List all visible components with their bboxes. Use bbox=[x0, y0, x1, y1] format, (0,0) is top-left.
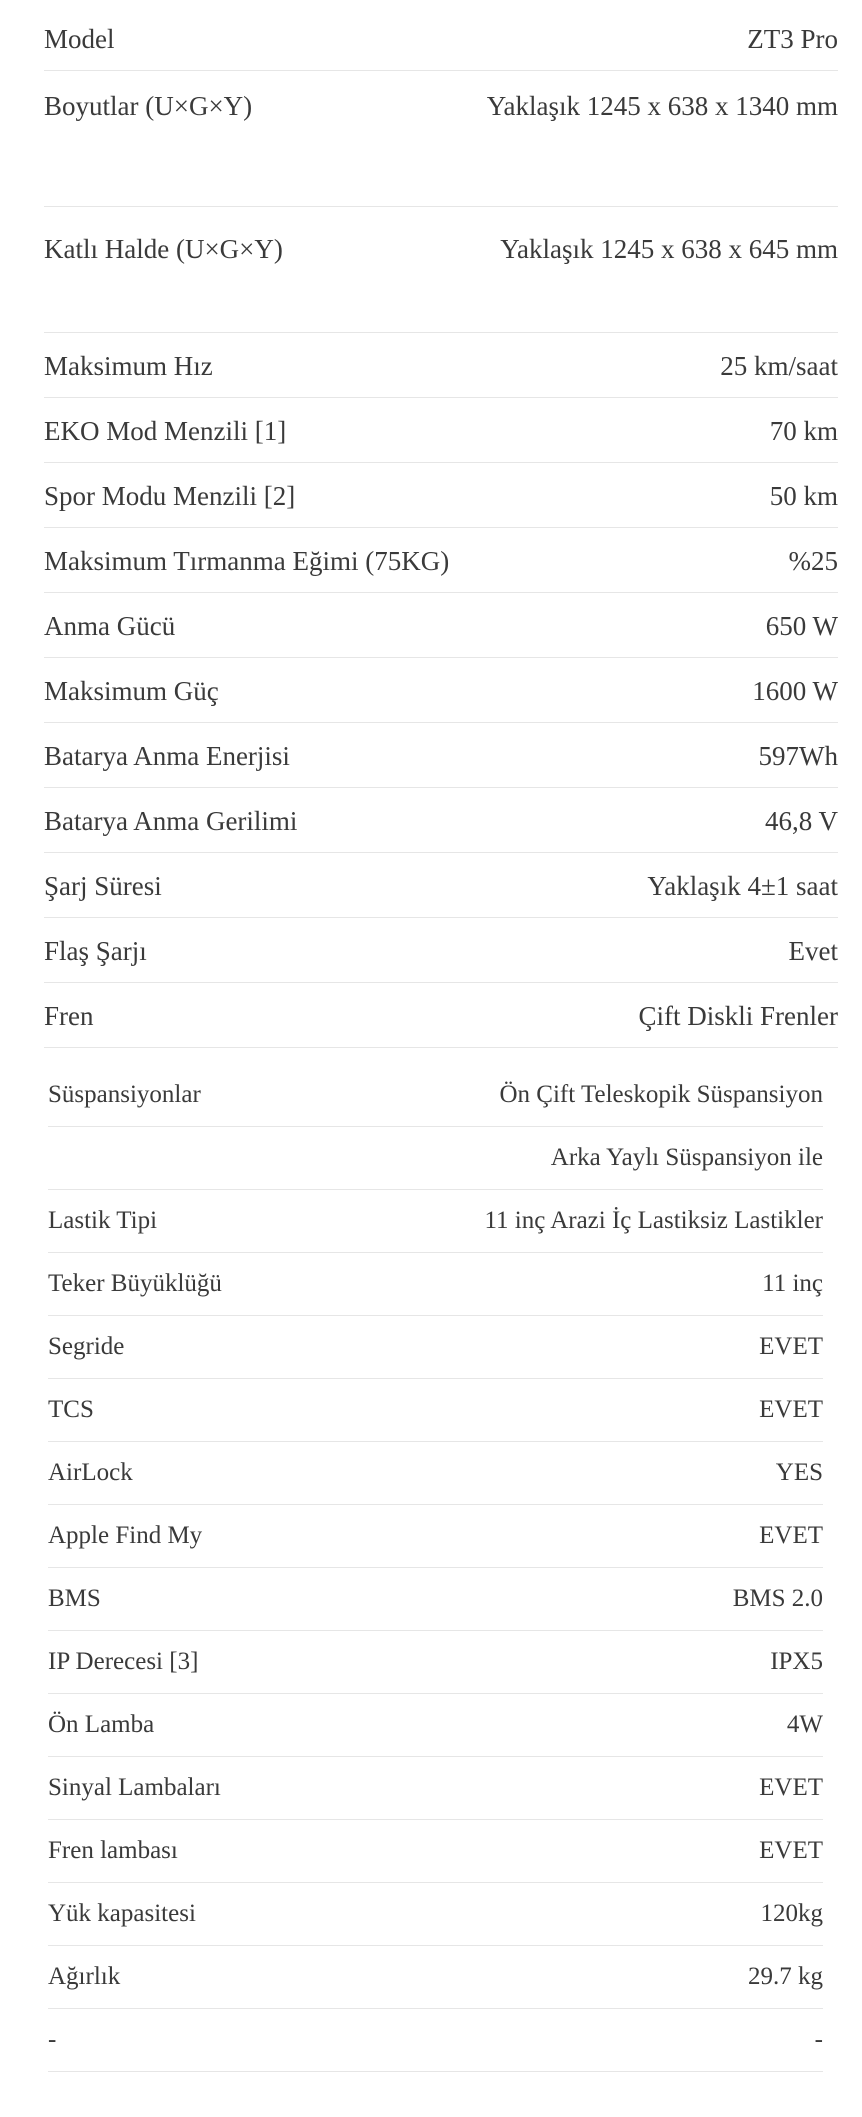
spec-row-charge-time bbox=[44, 853, 838, 918]
spec-value: Yaklaşık 1245 x 638 x 645 mm bbox=[500, 234, 838, 264]
spec-label: Şarj Süresi bbox=[44, 870, 162, 901]
spec-value: 11 inç Arazi İç Lastiksiz Lastikler bbox=[484, 1207, 823, 1234]
spec-label: Yük kapasitesi bbox=[48, 1900, 196, 1927]
spec-label: AirLock bbox=[48, 1459, 133, 1486]
spec-value: %25 bbox=[788, 545, 838, 576]
spec-value: 597Wh bbox=[758, 740, 838, 771]
spec-label: Maksimum Tırmanma Eğimi (75KG) bbox=[44, 545, 450, 576]
spec-value: Evet bbox=[788, 935, 838, 966]
spec-row-suspension-rear bbox=[48, 1127, 823, 1190]
spec-value: 70 km bbox=[769, 415, 838, 446]
spec-label: BMS bbox=[48, 1585, 101, 1612]
spec-value: Arka Yaylı Süspansiyon ile bbox=[550, 1144, 823, 1171]
spec-label: Apple Find My bbox=[48, 1522, 203, 1549]
spec-label: Batarya Anma Enerjisi bbox=[44, 740, 290, 771]
spec-row-brake-light bbox=[48, 1820, 823, 1883]
spec-row-brake bbox=[44, 983, 838, 1048]
spec-label: TCS bbox=[48, 1396, 94, 1423]
spec-value: EVET bbox=[759, 1333, 823, 1360]
spec-value: 120kg bbox=[760, 1900, 823, 1927]
spec-label: IP Derecesi [3] bbox=[48, 1648, 199, 1675]
spec-row-folded-dimensions bbox=[44, 207, 838, 333]
spec-value: Çift Diskli Frenler bbox=[638, 1000, 838, 1031]
spec-value: 50 km bbox=[769, 480, 838, 511]
spec-value: Yaklaşık 4±1 saat bbox=[647, 870, 838, 901]
spec-label: Flaş Şarjı bbox=[44, 935, 147, 966]
spec-label: Fren bbox=[44, 1000, 94, 1031]
spec-row-model bbox=[44, 6, 838, 71]
spec-value: Yaklaşık 1245 x 638 x 1340 mm bbox=[486, 91, 838, 121]
spec-row-segride bbox=[48, 1316, 823, 1379]
spec-row-airlock bbox=[48, 1442, 823, 1505]
spec-row-suspension bbox=[48, 1063, 823, 1127]
spec-label: Katlı Halde (U×G×Y) bbox=[44, 234, 283, 264]
spec-row-find-my bbox=[48, 1505, 823, 1568]
spec-row-headlight bbox=[48, 1694, 823, 1757]
spec-row-load-capacity bbox=[48, 1883, 823, 1946]
spec-label: Maksimum Hız bbox=[44, 350, 213, 381]
spec-label: Boyutlar (U×G×Y) bbox=[44, 91, 253, 121]
spec-label: Model bbox=[44, 23, 115, 54]
spec-value: BMS 2.0 bbox=[732, 1585, 823, 1612]
spec-value: - bbox=[814, 2026, 823, 2053]
spec-value: 46,8 V bbox=[764, 805, 838, 836]
spec-row-flash-charge bbox=[44, 918, 838, 983]
spec-value: IPX5 bbox=[770, 1648, 823, 1675]
spec-value: 25 km/saat bbox=[720, 350, 838, 381]
spec-label: Batarya Anma Gerilimi bbox=[44, 805, 298, 836]
spec-label: EKO Mod Menzili [1] bbox=[44, 415, 287, 446]
spec-label: Teker Büyüklüğü bbox=[48, 1270, 222, 1297]
spec-row-max-climb bbox=[44, 528, 838, 593]
spec-value: 650 W bbox=[765, 610, 838, 641]
spec-label: Maksimum Güç bbox=[44, 675, 219, 706]
spec-value: 11 inç bbox=[762, 1270, 823, 1297]
spec-row-tcs bbox=[48, 1379, 823, 1442]
spec-label: Sinyal Lambaları bbox=[48, 1774, 221, 1801]
spec-label: Spor Modu Menzili [2] bbox=[44, 480, 296, 511]
spec-value: 1600 W bbox=[752, 675, 838, 706]
spec-row-battery-voltage bbox=[44, 788, 838, 853]
spec-row-wheel-size bbox=[48, 1253, 823, 1316]
spec-row-turn-signals bbox=[48, 1757, 823, 1820]
spec-row-ip-rating bbox=[48, 1631, 823, 1694]
spec-row-battery-energy bbox=[44, 723, 838, 788]
spec-row-bms bbox=[48, 1568, 823, 1631]
spec-label: Ağırlık bbox=[48, 1963, 121, 1990]
spec-label: Fren lambası bbox=[48, 1837, 178, 1864]
spec-row-eco-range bbox=[44, 398, 838, 463]
spec-label: Süspansiyonlar bbox=[48, 1080, 201, 1108]
spec-label: Segride bbox=[48, 1333, 125, 1360]
spec-row-dimensions bbox=[44, 71, 838, 207]
spec-value: ZT3 Pro bbox=[747, 23, 838, 54]
spec-value: EVET bbox=[759, 1837, 823, 1864]
spec-label: Anma Gücü bbox=[44, 610, 176, 641]
spec-row-max-power bbox=[44, 658, 838, 723]
spec-value: 29.7 kg bbox=[748, 1963, 823, 1990]
spec-value: 4W bbox=[786, 1711, 823, 1738]
spec-label: Lastik Tipi bbox=[48, 1207, 158, 1234]
spec-value: EVET bbox=[759, 1774, 823, 1801]
spec-value: Ön Çift Teleskopik Süspansiyon bbox=[499, 1080, 823, 1108]
spec-row-max-speed bbox=[44, 333, 838, 398]
spec-label: Ön Lamba bbox=[48, 1711, 155, 1738]
spec-row-weight bbox=[48, 1946, 823, 2009]
spec-row-rated-power bbox=[44, 593, 838, 658]
spec-row-tire-type bbox=[48, 1190, 823, 1253]
spec-value: YES bbox=[775, 1459, 823, 1486]
spec-value: EVET bbox=[759, 1522, 823, 1549]
spec-label: - bbox=[48, 2026, 57, 2053]
spec-row-empty bbox=[48, 2009, 823, 2072]
spec-row-sport-range bbox=[44, 463, 838, 528]
spec-value: EVET bbox=[759, 1396, 823, 1423]
